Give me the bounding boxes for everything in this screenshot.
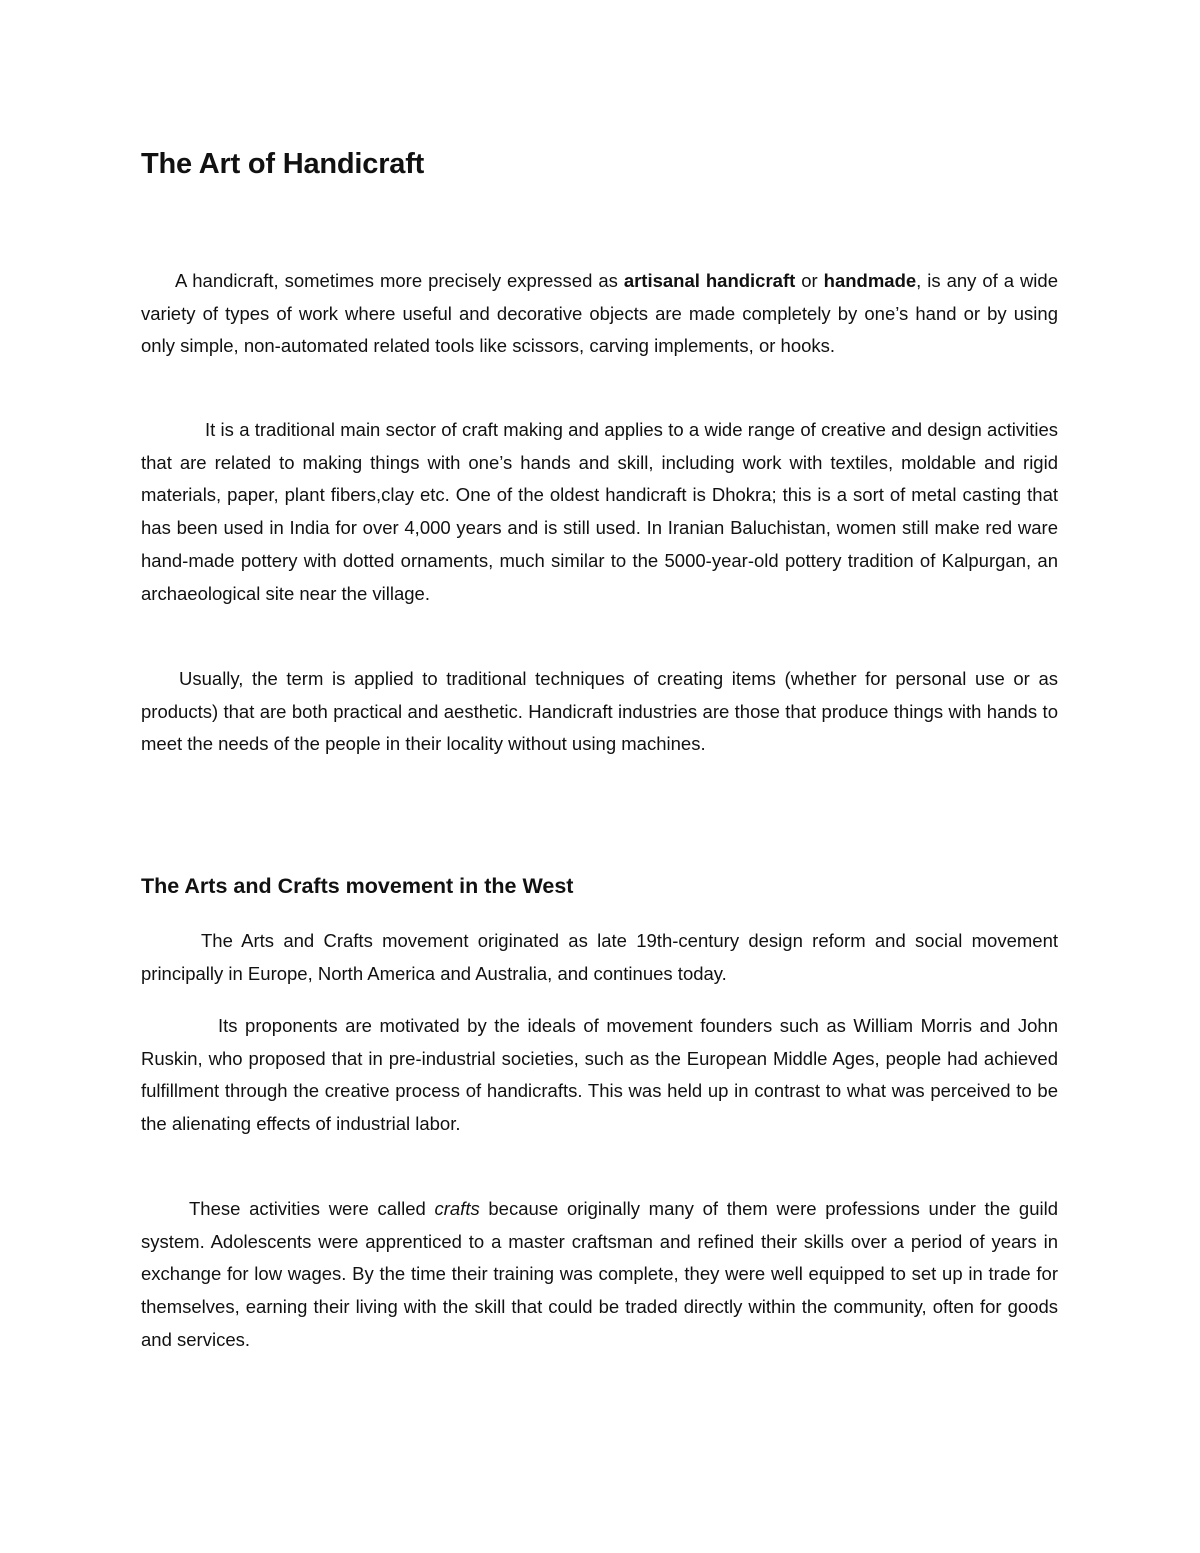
paragraph-term-usage: Usually, the term is applied to traditional techniques of creating items (whether for personal use or as products) that are both practical and aesthetic. Handicraft industries are those that produce things with hands to meet the needs of the people in their locality without using machines. [141, 668, 1058, 755]
paragraph-text: , is any of a wide variety of types of work where useful and decorative objects are made completely by one’s hand or by using only simple, non-automated related tools like scissors, carving implements, or hooks. [141, 270, 1058, 357]
italic-term-crafts: crafts [434, 1198, 480, 1219]
paragraph-text: because originally many of them were professions under the guild system. Adolescents were apprenticed to a master craftsman and refined their skills over a period of years in exchange for low wages. By the time their training was complete, they were well equipped to set up in trade for themselves, earning their living with the skill that could be traded directly within the community, often for goods and services. [141, 1198, 1058, 1350]
document-title: The Art of Handicraft [141, 148, 425, 180]
paragraph-text: A handicraft, sometimes more precisely expressed as [175, 270, 624, 291]
paragraph-crafts-guild [141, 1193, 1058, 1357]
paragraph-traditional-sector: It is a traditional main sector of craft making and applies to a wide range of creative and design activities that are related to making things with one’s hands and skill, including work with textiles, moldable and rigid materials, paper, plant fibers,clay etc. One of the oldest handicraft is Dhokra; this is a sort of metal casting that has been used in India for over 4,000 years and is still used. In Iranian Baluchistan, women still make red ware hand-made pottery with dotted ornaments, much similar to the 5000-year-old pottery tradition of Kalpurgan, an archaeological site near the village. [141, 419, 1058, 604]
paragraph-movement-origin: The Arts and Crafts movement originated as late 19th-century design reform and social movement principally in Europe, North America and Australia, and continues today. [141, 930, 1058, 984]
bold-term-artisanal-handicraft: artisanal handicraft [623, 270, 796, 291]
paragraph-text: These activities were called [189, 1198, 435, 1219]
paragraph-text: or [795, 270, 824, 291]
paragraph-proponents: Its proponents are motivated by the ideals of movement founders such as William Morris and John Ruskin, who proposed that in pre-industrial societies, such as the European Middle Ages, people had achieved fulfillment through the creative process of handicrafts. This was held up in contrast to what was perceived to be the alienating effects of industrial labor. [141, 1015, 1058, 1135]
paragraph-handicraft-definition [141, 265, 1058, 363]
section-heading: The Arts and Crafts movement in the West [141, 874, 574, 898]
bold-term-handmade: handmade [823, 270, 917, 291]
